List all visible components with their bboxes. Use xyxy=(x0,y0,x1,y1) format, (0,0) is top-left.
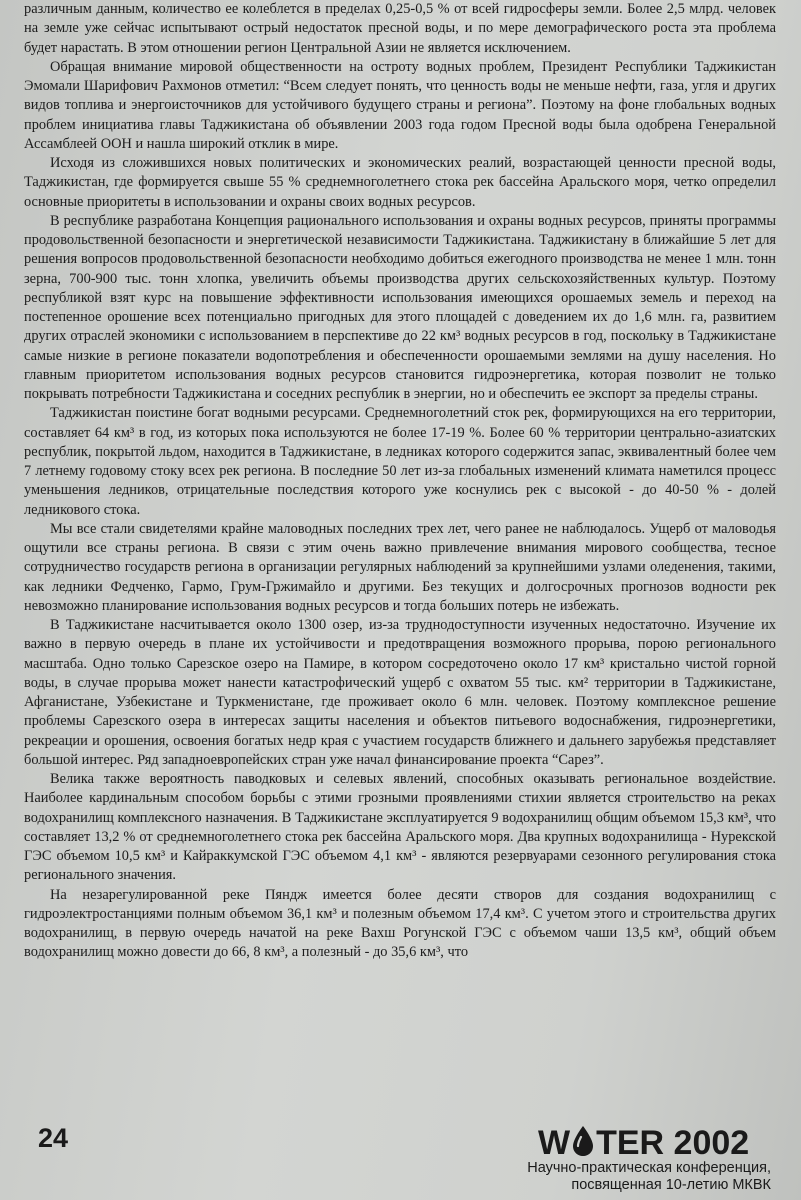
paragraph-7: В Таджикистане насчитывается около 1300 озер, из-за труднодоступности изученных недостаточно. Изучение их важно в первую очередь в плане их устойчивости и предотвращения возможного прорыва, порою регионального масштаба. Одно только Сарезское озеро на Памире, в котором сосредоточено около 17 км³ кристально чистой горной воды, в случае прорыва может нанести катастрофический ущерб с охватом 55 тыс. км² территории в Таджикистане, Афганистане, Узбекистане и Туркменистане, где проживает около 6 млн. человек. Поэтому комплексное решение проблемы Сарезского озера в интересах защиты населения и объектов питьевого водоснабжения, гидроэнергетики, рекреации и орошения, освоения богатых недр края с участием государств ближнего и дальнего зарубежья представляет большой интерес. Ряд западноевропейских стран уже начал финансирование проекта “Сарез”. xyxy=(24,617,776,768)
water-2002-logo xyxy=(538,1124,778,1162)
logo-letter-w: W xyxy=(538,1124,571,1162)
article-body xyxy=(24,0,776,963)
paragraph-1: различным данным, количество ее колеблется в пределах 0,25-0,5 % от всей гидросферы земли. Более 2,5 млрд. человек на земле уже сейчас испытывают острый недостаток пресной воды, и по мере демографического роста эта проблема будет нарастать. В этом отношении регион Центральной Азии не является исключением. xyxy=(24,1,776,56)
paragraph-2: Обращая внимание мировой общественности на остроту водных проблем, Президент Республики Таджикистан Эмомали Шарифович Рахмонов отметил: “Всем следует понять, что ценность воды не меньше нефти, газа, угля и других видов топлива и энергоисточников для устойчивого будущего страны и региона”. Поэтому на фоне глобальных водных проблем инициатива главы Таджикистана об объявлении 2003 года годом Пресной воды была одобрена Генеральной Ассамблеей ООН и нашла широкий отклик в мире. xyxy=(24,58,776,152)
page-number: 24 xyxy=(38,1123,69,1153)
paragraph-8: Велика также вероятность паводковых и селевых явлений, способных оказывать региональное воздействие. Наиболее кардинальным способом борьбы с этими грозными проявлениями стихии является строительство на реках водохранилищ комплексного назначения. В Таджикистане эксплуатируется 9 водохранилищ общим объемом 15,3 км³, что составляет 13,2 % от среднемноголетнего стока рек бассейна Аральского моря. Два крупных водохранилища - Нурекской ГЭС объемом 10,5 км³ и Кайраккумской ГЭС объемом 4,1 км³ - являются резервуарами сезонного регулирования стока регионального значения. xyxy=(24,771,776,884)
water-drop-icon xyxy=(571,1125,595,1157)
conference-line-1: Научно-практическая конференция, xyxy=(527,1160,771,1176)
paragraph-6: Мы все стали свидетелями крайне маловодных последних трех лет, чего ранее не наблюдалось. Ущерб от маловодья ощутили все страны региона. В связи с этим очень важно привлечение внимания мирового сообщества, тесное сотрудничество государств региона в организации регулярных наблюдений за крупнейшими узлами оледенения, такими, как ледники Федченко, Гармо, Грум-Гржимайло и другими. Без текущих и долгосрочных прогнозов водности рек невозможно планирование использования водных ресурсов и тогда больших потерь не избежать. xyxy=(24,520,776,614)
conference-line-2: посвященная 10-летию МКВК xyxy=(571,1177,771,1193)
paragraph-9: На незарегулированной реке Пяндж имеется более десяти створов для создания водохранилищ с гидроэлектростанциями полным объемом 36,1 км³ и полезным объемом 17,4 км³. С учетом этого и строительства других водохранилищ, в первую очередь начатой на реке Вахш Рогунской ГЭС с объемом чаши 13,5 км³, общий объем водохранилищ можно довести до 66, 8 км³, а полезный - до 35,6 км³, что xyxy=(24,886,776,961)
paragraph-5: Таджикистан поистине богат водными ресурсами. Среднемноголетний сток рек, формирующихся на его территории, составляет 64 км³ в год, из которых пока используются не более 17-19 %. Более 60 % территории центрально-азиатских республик, покрытой льдом, находится в Таджикистане, в ледниках которого содержится запас, эквивалентный более чем 7 летнему годовому стоку всех рек региона. В последние 50 лет из-за глобальных изменений климата наметился процесс уменьшения ледников, отрицательные последствия которого уже коснулись рек с высокой - до 40-50 % - долей ледникового стока. xyxy=(24,405,776,518)
conference-caption xyxy=(527,1160,771,1194)
logo-text-ter-2002: TER 2002 xyxy=(596,1124,750,1162)
paragraph-3: Исходя из сложившихся новых политических и экономических реалий, возрастающей ценности пресной воды, Таджикистан, где формируется свыше 55 % среднемноголетнего стока рек бассейна Аральского моря, четко определил основные приоритеты в использовании и охраны своих водных ресурсов. xyxy=(24,155,776,210)
paragraph-4: В республике разработана Концепция рационального использования и охраны водных ресурсов, приняты программы продовольственной безопасности и энергетической независимости Таджикистана. Таджикистану в ближайшие 5 лет для решения вопросов продовольственной безопасности необходимо добиться ежегодного производства не менее 1 млн. тонн зерна, 700-900 тыс. тонн хлопка, увеличить объемы производства других сельскохозяйственных культур. Поэтому республикой взят курс на повышение эффективности использования имеющихся орошаемых земель и переход на постепенное орошение всех потенциально пригодных для этого площадей с доведением их до 1,6 млн. га, развитием других отраслей экономики с использованием в перспективе до 22 км³ водных ресурсов в год, поскольку в Таджикистане самые низкие в регионе показатели водопотребления и обеспеченности орошаемыми землями на душу населения. Но главным приоритетом использования водных ресурсов становится гидроэнергетика, которая позволит не только покрывать потребности Таджикистана и соседних республик в энергии, но и обеспечить ее экспорт за пределы страны. xyxy=(24,212,776,402)
